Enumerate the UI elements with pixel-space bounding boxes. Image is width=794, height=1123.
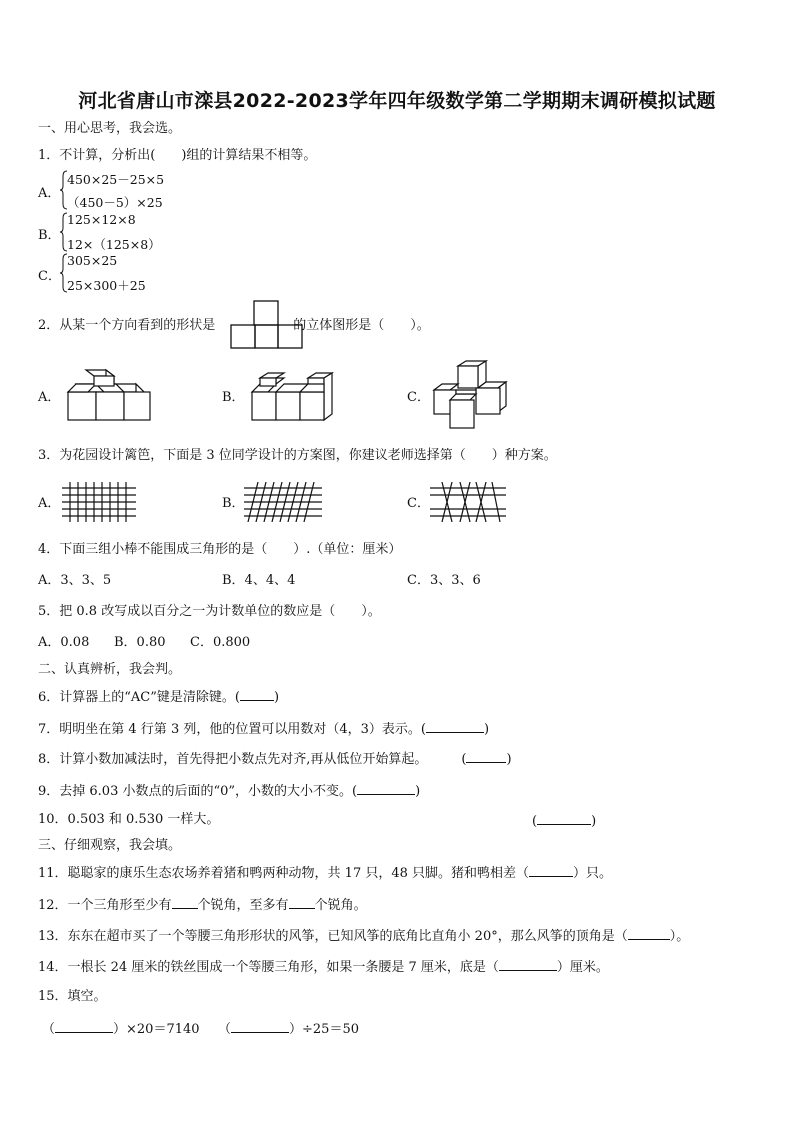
answer-blank[interactable] [289, 896, 315, 909]
answer-blank[interactable] [357, 782, 415, 795]
question-5-option-c[interactable]: C．0.800 [190, 635, 251, 650]
question-2-option-b-label[interactable]: B． [222, 390, 245, 405]
section-2-heading: 二、认真辨析，我会判。 [38, 662, 182, 677]
answer-blank[interactable] [240, 688, 274, 701]
question-1-stem: 1．不计算，分析出( )组的计算结果不相等。 [38, 148, 317, 163]
question-2-option-c-label[interactable]: C． [407, 390, 430, 405]
question-10-answer: ( ) [532, 814, 597, 829]
question-3-option-a-label[interactable]: A． [38, 496, 61, 511]
question-2-option-a-label[interactable]: A． [38, 390, 61, 405]
fence-grid-a-icon[interactable] [62, 482, 138, 522]
question-15-equation-2: （ ）÷25＝50 [218, 1022, 359, 1037]
page-title: 河北省唐山市滦县2022-2023学年四年级数学第二学期期末调研模拟试题 [78, 90, 716, 112]
section-3-heading: 三、仔细观察，我会填。 [38, 838, 182, 853]
question-1-option-a[interactable]: A． 450×25－25×5 （450－5）×25 [38, 172, 165, 210]
question-1-option-c[interactable]: C． 305×25 25×300＋25 [38, 253, 146, 293]
fence-grid-b-icon[interactable] [244, 482, 324, 522]
answer-blank[interactable] [55, 1020, 113, 1033]
question-8: 8．计算小数加减法时，首先得把小数点先对齐,再从低位开始算起。 ( ) [38, 752, 512, 767]
answer-blank[interactable] [172, 896, 198, 909]
question-4-option-c[interactable]: C．3、3、6 [407, 573, 481, 588]
answer-blank[interactable] [466, 750, 506, 763]
question-3-option-c-label[interactable]: C． [407, 496, 430, 511]
question-15-equation-1: （ ）×20＝7140 [42, 1022, 200, 1037]
question-7: 7．明明坐在第 4 行第 3 列，他的位置可以用数对（4，3）表示。( ) [38, 722, 490, 737]
question-11: 11．聪聪家的康乐生态农场养着猪和鸭两种动物，共 17 只，48 只脚。猪和鸭相差（ ）只。 [38, 866, 613, 881]
answer-blank[interactable] [499, 958, 557, 971]
question-9: 9．去掉 6.03 小数点的后面的“0”，小数的大小不变。( ) [38, 784, 421, 799]
answer-blank[interactable] [628, 927, 670, 940]
cubes-figure-b-icon[interactable] [248, 372, 338, 426]
question-13: 13．东东在超市买了一个等腰三角形形状的风筝，已知风筝的底角比直角小 20°，那么风筝的顶角是（ ）。 [38, 929, 690, 944]
question-4-option-b[interactable]: B．4、4、4 [222, 573, 296, 588]
question-3-stem: 3．为花园设计篱笆，下面是 3 位同学设计的方案图，你建议老师选择第（ ）种方案。 [38, 448, 557, 463]
cubes-figure-c-icon[interactable] [430, 360, 512, 434]
question-5-option-b[interactable]: B．0.80 [114, 635, 166, 650]
fence-grid-c-icon[interactable] [430, 482, 508, 522]
question-2-stem: 2．从某一个方向看到的形状是 的立体图形是（ ）。 [38, 318, 430, 333]
front-view-shape-icon [230, 300, 304, 350]
answer-blank[interactable] [537, 812, 591, 825]
question-5-stem: 5．把 0.8 改写成以百分之一为计数单位的数应是（ ）。 [38, 604, 381, 619]
question-6: 6．计算器上的“AC”键是清除键。( ) [38, 690, 280, 705]
question-4-option-a[interactable]: A．3、3、5 [38, 573, 112, 588]
question-1-option-b[interactable]: B． 125×12×8 12×（125×8） [38, 212, 161, 252]
question-15-stem: 15．填空。 [38, 989, 107, 1004]
question-4-stem: 4．下面三组小棒不能围成三角形的是（ ）.（单位：厘米） [38, 542, 402, 557]
question-5-option-a[interactable]: A．0.08 [38, 635, 90, 650]
question-12: 12．一个三角形至少有 个锐角，至多有 个锐角。 [38, 898, 367, 913]
answer-blank[interactable] [426, 720, 484, 733]
question-3-option-b-label[interactable]: B． [222, 496, 245, 511]
cubes-figure-a-icon[interactable] [64, 368, 156, 428]
question-10: 10．0.503 和 0.530 一样大。 [38, 812, 220, 827]
answer-blank[interactable] [231, 1020, 289, 1033]
answer-blank[interactable] [529, 864, 573, 877]
question-14: 14．一根长 24 厘米的铁丝围成一个等腰三角形，如果一条腰是 7 厘米，底是（ ）厘米。 [38, 960, 609, 975]
section-1-heading: 一、用心思考，我会选。 [38, 121, 182, 136]
